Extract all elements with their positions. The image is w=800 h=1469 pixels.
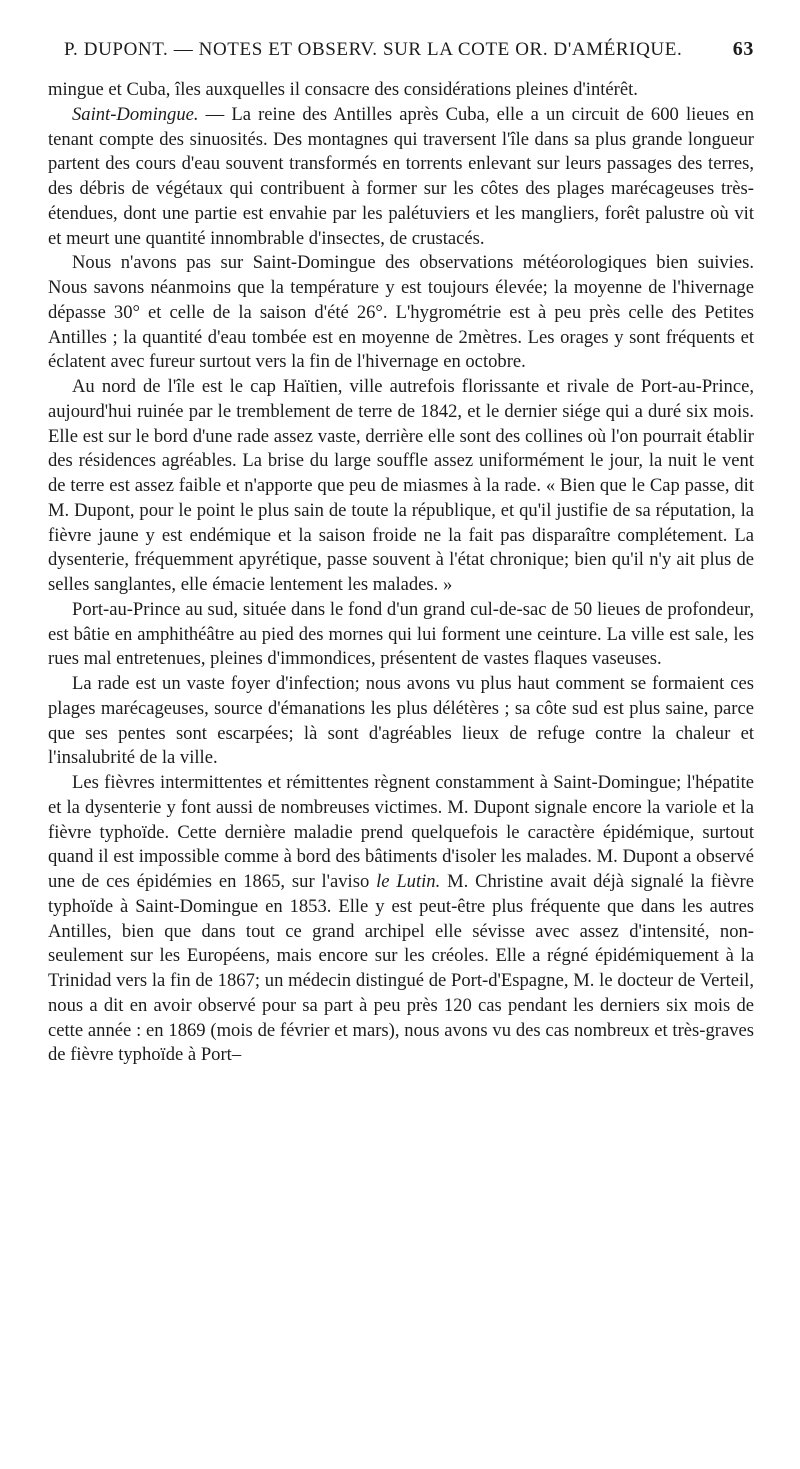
body-text	[48, 78, 754, 1068]
paragraph-text: Nous n'avons pas sur Saint-Domingue des observations météorologiques bien suivies. Nous savons néanmoins que la température y est toujours élevée; la moyenne de l'hivernage dépasse 30° et celle de la saison d'été 26°. L'hygrométrie est à peu près celle des Petites Antilles ; la quantité d'eau tombée est en moyenne de 2mètres. Les orages y sont fréquents et éclatent avec fureur surtout vers la fin de l'hivernage en octobre.	[48, 252, 754, 373]
paragraph-text: mingue et Cuba, îles auxquelles il consacre des considérations pleines d'intérêt.	[48, 79, 638, 100]
paragraph-meteorology	[48, 251, 754, 375]
section-lead-heading: Saint-Domingue.	[72, 103, 199, 125]
running-head	[64, 38, 754, 78]
paragraph-rade	[48, 672, 754, 771]
book-page	[48, 38, 754, 1068]
paragraph-text: Port-au-Prince au sud, située dans le fond d'un grand cul-de-sac de 50 lieues de profondeur, est bâtie en amphithéâtre au pied des mornes qui lui forment une ceinture. La ville est sale, les rues mal entretenues, pleines d'immondices, présentent de vastes flaques vaseuses.	[48, 598, 754, 670]
paragraph-port-au-prince	[48, 598, 754, 672]
paragraph-cap-haitien	[48, 375, 754, 598]
page-number: 63	[732, 38, 754, 60]
paragraph-text: — La reine des Antilles après Cuba, elle a un circuit de 600 lieues en tenant compte des sinuosités. Des montagnes qui traversent l'île dans sa plus grande longueur partent des cours d'eau souvent transformés en torrents enlevant sur leurs passages des terres, des débris de végétaux qui contribuent à former sur les côtes des plages marécageuses très-étendues, dont une partie est envahie par les palétuviers et les mangliers, forêt palustre où vit et meurt une quantité innombrable d'insectes, de crustacés.	[48, 103, 754, 249]
paragraph-text-end: M. Christine avait déjà signalé la fièvre typhoïde à Saint-Domingue en 1853. Elle y est peut-être plus fréquente que dans les autres Antilles, bien que dans tout ce grand archipel elle sévisse avec assez d'intensité, non-seulement sur les Européens, mais encore sur les créoles. Elle a régné épidémiquement à la Trinidad vers la fin de 1867; un médecin distingué de Port-d'Espagne, M. le docteur de Verteil, nous a dit en avoir observé pour sa part à peu près 120 cas pendant les derniers six mois de cette année : en 1869 (mois de février et mars), nous avons vu des cas nombreux et très-graves de fièvre typhoïde à Port–	[48, 871, 754, 1066]
ship-name: le Lutin.	[376, 871, 441, 892]
paragraph-continuation	[48, 78, 754, 103]
paragraph-fevers	[48, 771, 754, 1068]
running-title: P. DUPONT. — NOTES ET OBSERV. SUR LA COTE OR. D'AMÉRIQUE.	[64, 39, 683, 60]
paragraph-saint-domingue	[48, 103, 754, 252]
paragraph-text: Au nord de l'île est le cap Haïtien, ville autrefois florissante et rivale de Port-au-Prince, aujourd'hui ruinée par le tremblement de terre de 1842, et le dernier siége qui a duré six mois. Elle est sur le bord d'une rade assez vaste, derrière elle sont des collines où l'on pourrait établir des résidences agréables. La brise du large souffle assez uniformément le jour, la nuit le vent de terre est assez faible et n'apporte que peu de miasmes à la rade. « Bien que le Cap passe, dit M. Dupont, pour le point le plus sain de toute la république, et qu'il justifie de sa réputation, la fièvre jaune y est endémique et la saison froide ne la fait pas disparaître complétement. La dysenterie, fréquemment apyrétique, passe souvent à l'état chronique; bien qu'il n'y ait plus de selles sanglantes, elle émacie lentement les malades. »	[48, 376, 754, 595]
paragraph-text-start: Les fièvres intermittentes et rémittentes règnent constamment à Saint-Domingue; l'hépatite et la dysenterie y font aussi de nombreuses victimes. M. Dupont signale encore la variole et la fièvre typhoïde. Cette dernière maladie prend quelquefois le caractère épidémique, surtout quand il est impossible comme à bord des bâtiments d'isoler les malades. M. Dupont a observé une de ces épidémies en 1865, sur l'aviso	[48, 772, 754, 892]
paragraph-text: La rade est un vaste foyer d'infection; nous avons vu plus haut comment se formaient ces plages marécageuses, source d'émanations les plus délétères ; sa côte sud est plus saine, parce que ses pentes sont escarpées; là sont d'agréables lieux de refuge contre la chaleur et l'insalubrité de la ville.	[48, 673, 754, 769]
